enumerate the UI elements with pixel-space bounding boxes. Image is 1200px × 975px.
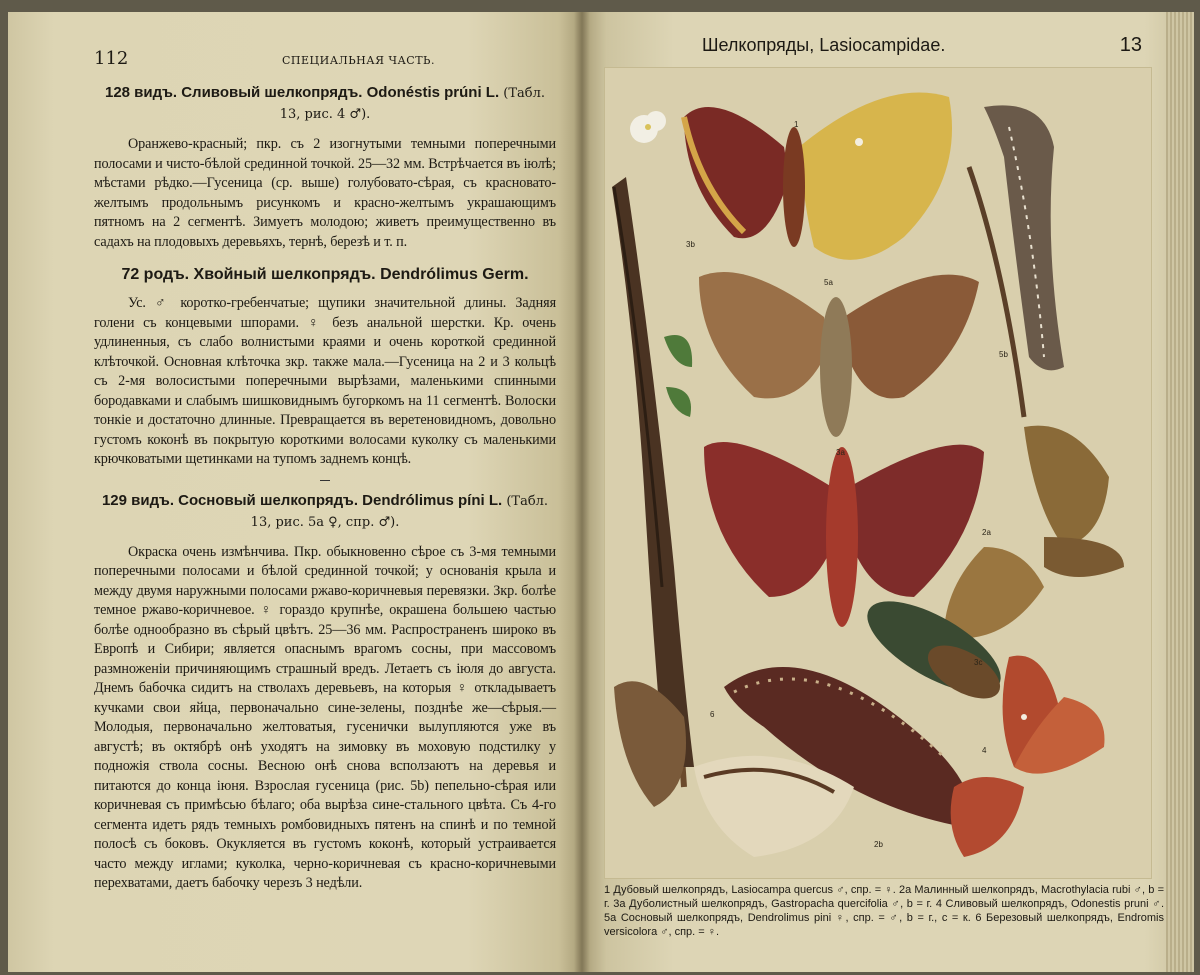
entry-129-heading xyxy=(94,491,556,533)
fig-label-2b: 2b xyxy=(874,840,883,849)
section-divider xyxy=(320,480,330,481)
fig-label-1: 1 xyxy=(794,120,799,129)
entry-128-text: Оранжево-красный; пкр. съ 2 изогнутыми темными поперечными полосами и чисто-бѣлой срединной точкой. 25—32 мм. Встрѣчается въ іюлѣ; мѣстами рѣдко.—Гусеница (ср. выше) голубовато-сѣрая, съ красновато-желтымъ продольнымъ рисункомъ и красно-желтымъ украшающимъ пятномъ на 2 сегментѣ. Зимуетъ молодою; живетъ преимущественно въ садахъ на плодовыхъ деревьяхъ, тернѣ, березѣ и т. п. xyxy=(94,136,556,250)
entry-129-title: 129 видъ. Сосновый шелкопрядъ. Dendrólimus píni L. xyxy=(101,491,503,509)
genus-72-text: Ус. ♂ коротко-гребенчатые; щупики значительной длины. Задняя голени съ концевыми шпорами. ♀ безъ анальной шерстки. Кр. очень удлиненныя, съ слабо волнистыми краями и очень короткой срединной клѣточкой. Основная клѣточка зкр. также мала.—Гусеница на 2 и 3 кольцѣ съ 2-мя волосистыми поперечными вырѣзами, маленькими спинными бородавками и слабымъ шишковиднымъ бугоркомъ на 11 сегментѣ. Волоски тонкіе и достаточно длинные. Превращается въ веретеновидномъ, довольно густомъ коконѣ въ покрытую короткими волосами куколку съ маленькими крючковатыми щетинками на тупомъ заднемъ концѣ. xyxy=(94,295,556,467)
left-page xyxy=(8,12,582,972)
plate-caption: 1 Дубовый шелкопрядъ, Lasiocampa quercus ♂, спр. = ♀. 2a Малинный шелкопрядъ, Macrothylacia rubi ♂, b = г. 3a Дуболистный шелкопрядъ, Gastropacha quercifolia ♂, b = г. 4 Сливовый шелкопрядъ, Odonestis pruni ♂. 5a Сосновый шелкопрядъ, Dendrolimus pini ♀, спр. = ♂, b = г., c = к. 6 Березовый шелкопрядъ, Endromis versicolora ♂, спр. = ♀. xyxy=(604,884,1164,938)
fig-label-4: 4 xyxy=(982,746,987,755)
fig-label-3c: 3c xyxy=(974,658,983,667)
right-running-head xyxy=(702,34,1142,57)
entry-129-ref: (Табл. 13, рис. 5a ♀, спр. ♂). xyxy=(250,493,549,530)
page-edge xyxy=(1166,12,1194,972)
fig-label-5b: 5b xyxy=(999,350,1008,359)
entry-129-text: Окраска очень измѣнчива. Пкр. обыкновенно сѣрое съ 3-мя темными поперечными полосами и бѣлой срединной точкой; у основанія крыла и между двумя наружными полосами ржаво-коричневыя перевязки. Зкр. болѣе темное ржаво-коричневое. ♀ гораздо крупнѣе, окрашена большею частью болѣе однообразно въ сѣрый цвѣтъ. 25—36 мм. Распространенъ широко въ Европѣ и Сибири; является опаснымъ врагомъ сосны, при массовомъ размноженіи причиняющимъ страшный вредъ. Летаетъ съ іюля до августа. Днемъ бабочка сидитъ на стволахъ деревьевъ, на которыя ♀ откладываетъ кучками свои яйца, первоначально сине-зелены, позднѣе же—сѣрыя.—Молодыя, первоначально желтоватыя, гусенички вылупляются уже въ августѣ; въ октябрѣ онѣ уходятъ на зимовку въ моховую подстилку у подножія ствола сосны. Весною онѣ снова всползаютъ на деревья и питаются до конца іюня. Взрослая гусеница (рис. 5b) пепельно-сѣрая или коричневая съ примѣсью бѣлаго; оба вырѣза сине-стального цвѣта. Съ 4-го сегмента идетъ рядъ темныхъ ромбовидныхъ пятенъ на спинѣ и по темной полосѣ съ боковъ. Окукляется въ густомъ коконѣ, который устраивается часто между иглами; куколка, черно-коричневая съ красно-коричневыми перехватами, даетъ бабочку черезъ 3 недѣли. xyxy=(94,543,556,891)
book-gutter xyxy=(574,12,590,972)
right-page-number: 13 xyxy=(1119,34,1142,56)
right-running-title: Шелкопряды, Lasiocampidae. xyxy=(702,35,946,55)
left-running-title: СПЕЦИАЛЬНАЯ ЧАСТЬ. xyxy=(282,54,435,67)
entry-128-ref: (Табл. 13, рис. 4 ♂). xyxy=(279,86,546,122)
right-page xyxy=(582,12,1194,972)
moth-3a-illustration xyxy=(704,442,984,627)
left-page-number: 112 xyxy=(94,48,129,69)
genus-72-heading: 72 родъ. Хвойный шелкопрядъ. Dendrólimus Germ. xyxy=(121,266,529,283)
fig-label-2a: 2a xyxy=(982,528,991,537)
open-book xyxy=(8,12,1194,972)
fig-label-6: 6 xyxy=(710,710,715,719)
left-running-head xyxy=(94,48,556,69)
fig-label-5a: 5a xyxy=(824,278,833,287)
entry-128-title: 128 видъ. Сливовый шелкопрядъ. Odonéstis prúni L. xyxy=(104,84,500,101)
color-plate xyxy=(604,67,1152,879)
caterpillar-5b-illustration xyxy=(969,105,1064,417)
fig-label-3a: 3a xyxy=(836,448,845,457)
moth-5a-illustration xyxy=(699,272,979,437)
moth-1-illustration xyxy=(684,93,952,260)
plate-illustration xyxy=(604,67,1152,879)
fig-label-3b: 3b xyxy=(686,240,695,249)
entry-128-heading xyxy=(94,83,556,125)
